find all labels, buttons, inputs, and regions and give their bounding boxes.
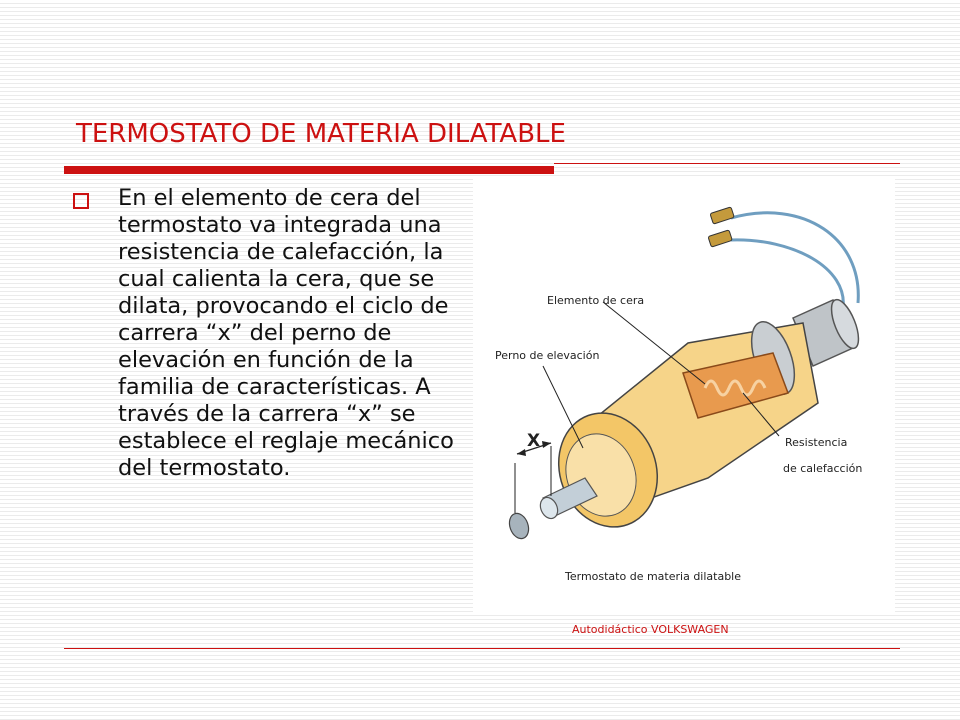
wire-terminal-upper [710,207,734,224]
label-heater-line1: Resistencia [785,436,848,449]
wire-terminal-lower [708,230,732,247]
title-underline-rule [554,163,900,164]
figure-caption: Termostato de materia dilatable [565,570,742,583]
label-heater-line2: de calefacción [783,462,863,475]
bottom-rule [64,648,900,649]
label-lift-pin: Perno de elevación [495,349,600,362]
bullet-square-icon [73,193,89,209]
wire-upper [731,213,858,303]
thermostat-illustration [473,178,895,612]
bullet-text: En el elemento de cera del termostato va integrada una resistencia de calefacción, la cual calienta la cera, que se dilata, provocando el ciclo de carrera “x” del perno de elevación en función de la familia de características. A través de la carrera “x” se establece el reglaje mecánico del termostato. [118,185,454,481]
pin-cap [506,511,532,542]
label-wax-element: Elemento de cera [547,294,645,307]
stroke-x-label: X [527,431,541,451]
title-underline-bar [64,166,554,174]
credit-text: Autodidáctico VOLKSWAGEN [572,623,729,636]
page-title: TERMOSTATO DE MATERIA DILATABLE [76,119,566,149]
wire-lower [731,240,843,308]
